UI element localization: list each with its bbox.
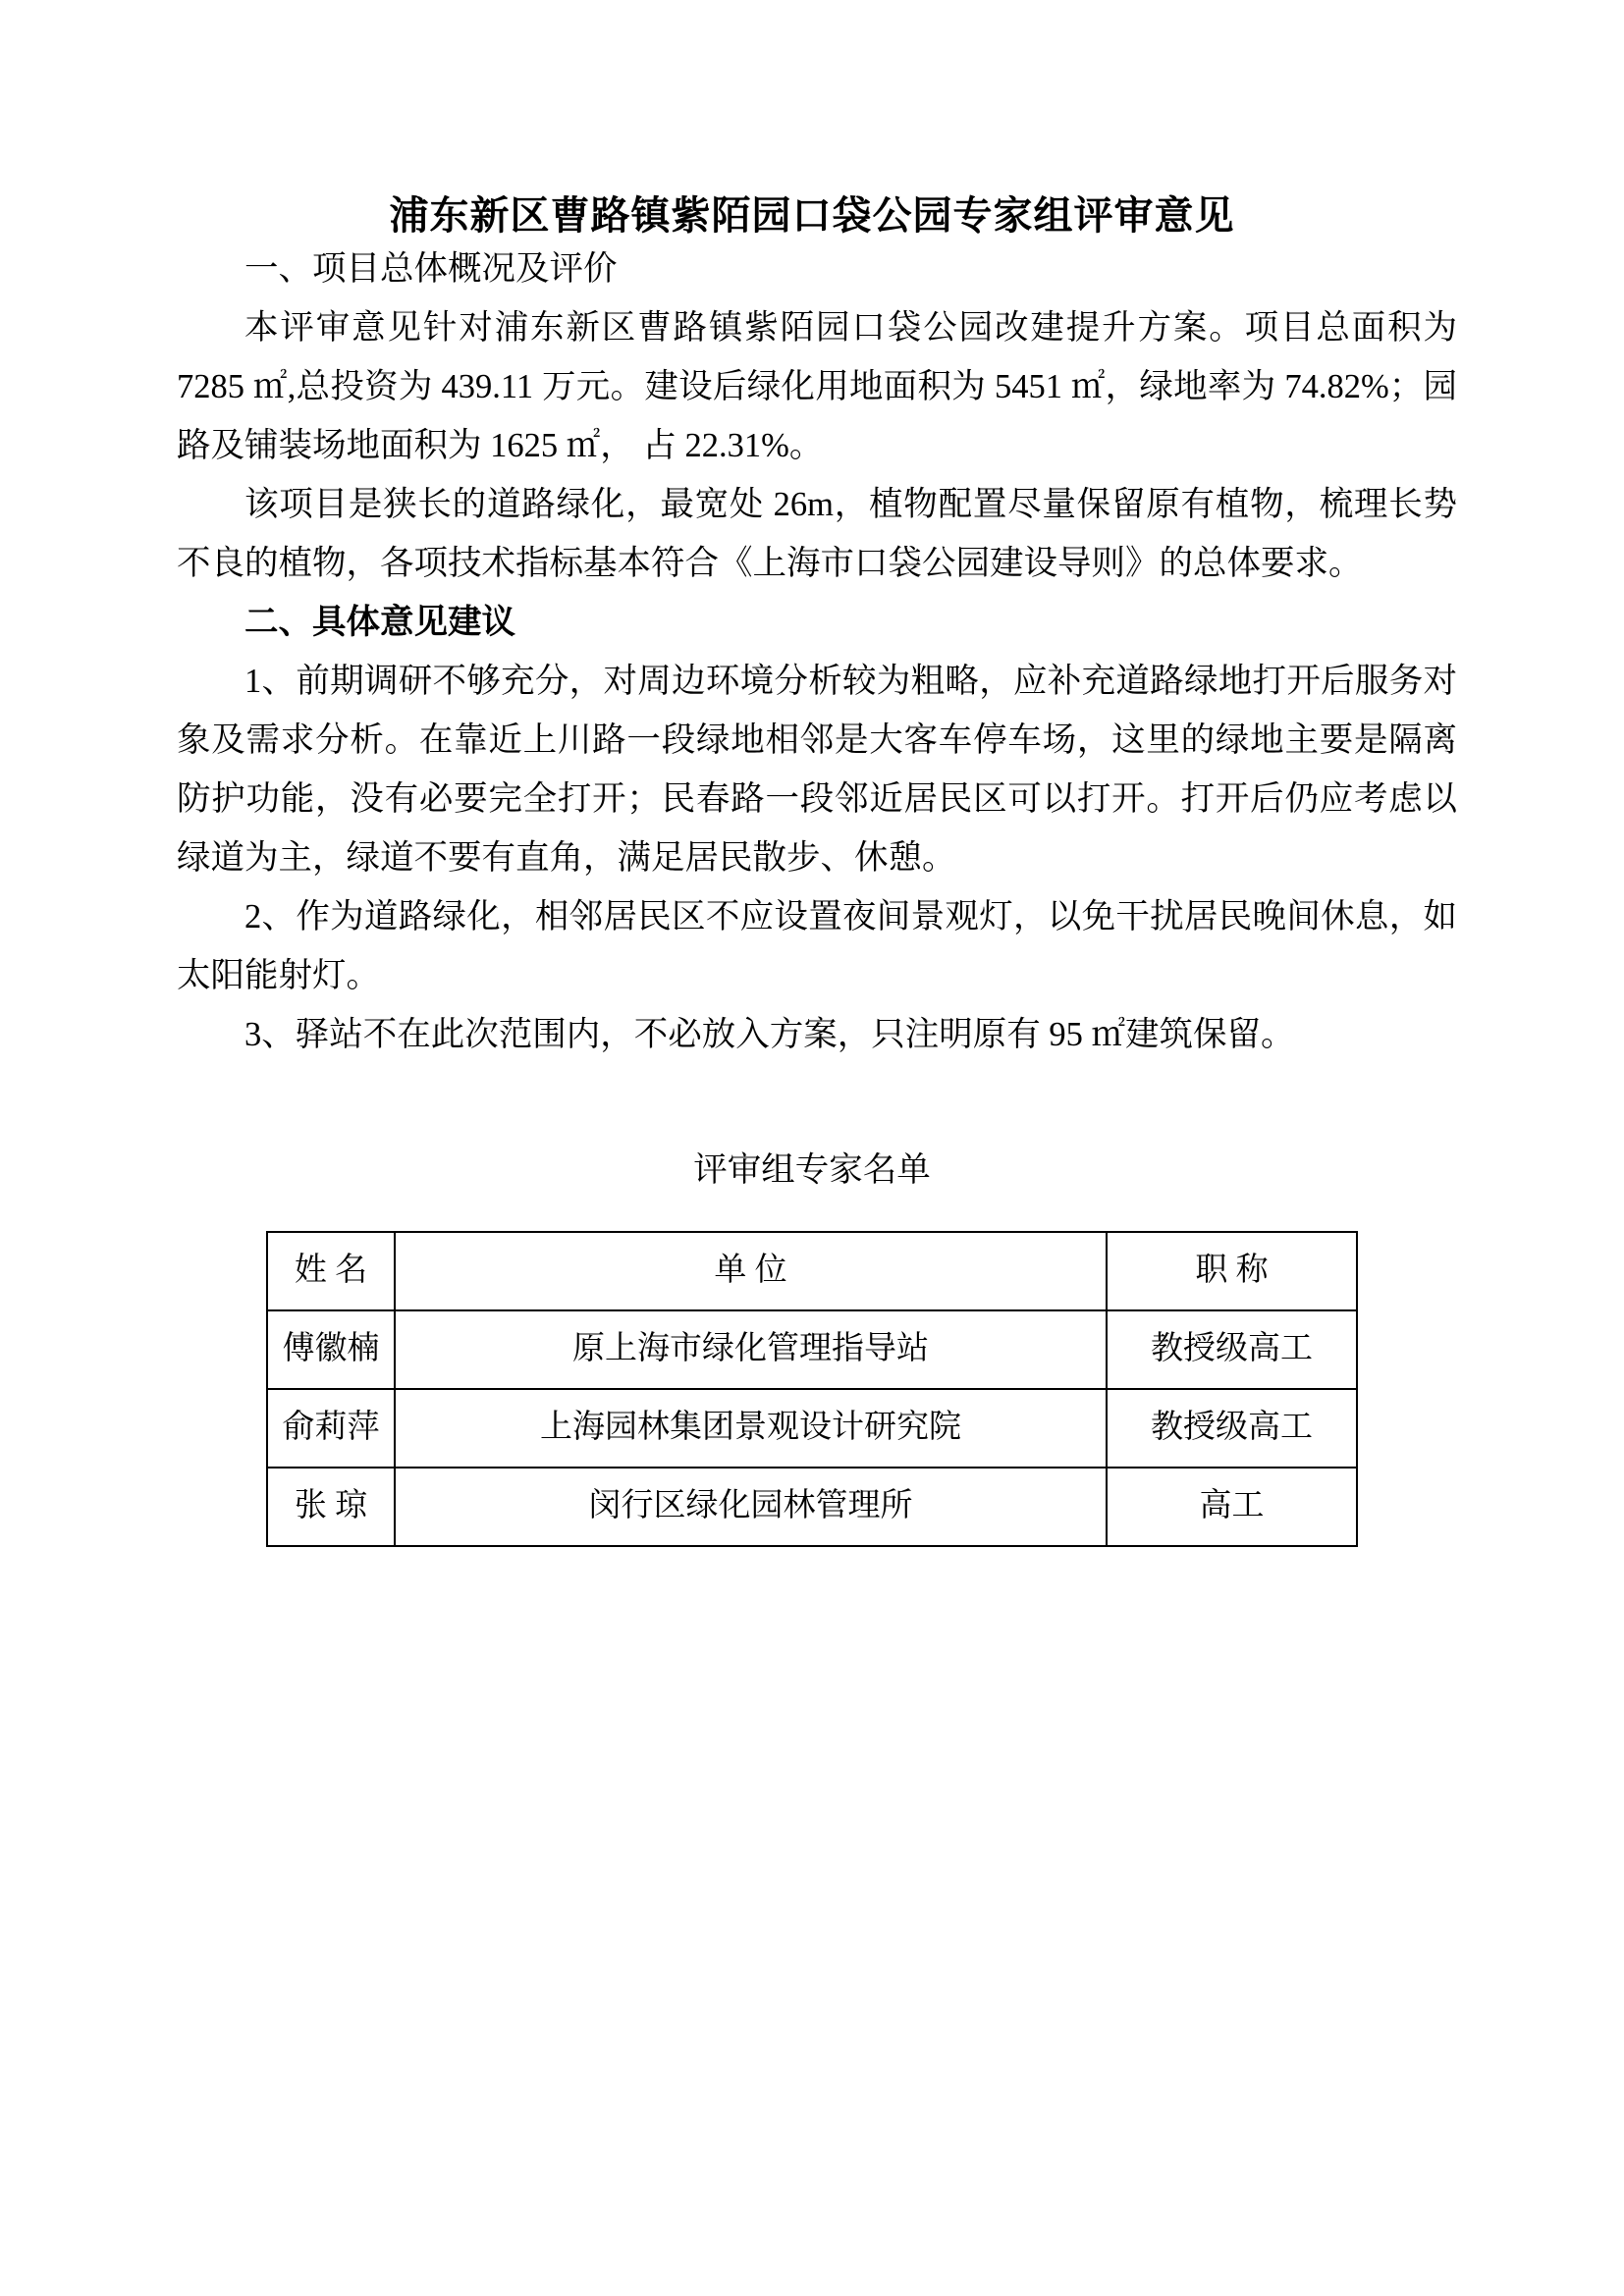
column-header-title: 职 称	[1107, 1232, 1357, 1310]
column-header-name: 姓 名	[267, 1232, 395, 1310]
paragraph-overview-1: 本评审意见针对浦东新区曹路镇紫陌园口袋公园改建提升方案。项目总面积为 7285 ㎡,总投资为 439.11 万元。建设后绿化用地面积为 5451 ㎡，绿地率为 74.82%；园路及铺装场地面积为 1625 ㎡， 占 22.31%。	[177, 309, 1457, 464]
document-body	[177, 240, 1457, 1064]
expert-name: 张 琼	[267, 1468, 395, 1546]
expert-title: 教授级高工	[1107, 1310, 1357, 1389]
page-title: 浦东新区曹路镇紫陌园口袋公园专家组评审意见	[389, 194, 1235, 238]
expert-org: 上海园林集团景观设计研究院	[395, 1389, 1107, 1468]
expert-list-title: 评审组专家名单	[693, 1151, 931, 1189]
table-header-row	[267, 1232, 1357, 1310]
expert-name: 傅徽楠	[267, 1310, 395, 1389]
suggestion-item-2: 2、作为道路绿化，相邻居民区不应设置夜间景观灯，以免干扰居民晚间休息，如太阳能射灯。	[177, 898, 1457, 994]
expert-name: 俞莉萍	[267, 1389, 395, 1468]
suggestion-item-3: 3、驿站不在此次范围内，不必放入方案，只注明原有 95 ㎡建筑保留。	[244, 1016, 1295, 1053]
column-header-org: 单 位	[395, 1232, 1107, 1310]
suggestion-item-1: 1、前期调研不够充分，对周边环境分析较为粗略，应补充道路绿地打开后服务对象及需求分析。在靠近上川路一段绿地相邻是大客车停车场，这里的绿地主要是隔离防护功能，没有必要完全打开；民春路一段邻近居民区可以打开。打开后仍应考虑以绿道为主，绿道不要有直角，满足居民散步、休憩。	[177, 663, 1457, 877]
table-row	[267, 1468, 1357, 1546]
expert-title: 教授级高工	[1107, 1389, 1357, 1468]
table-row	[267, 1310, 1357, 1389]
experts-table	[266, 1231, 1358, 1547]
expert-org: 闵行区绿化园林管理所	[395, 1468, 1107, 1546]
section-heading-two: 二、具体意见建议	[244, 604, 515, 641]
table-row	[267, 1389, 1357, 1468]
paragraph-overview-2: 该项目是狭长的道路绿化，最宽处 26m，植物配置尽量保留原有植物，梳理长势不良的植物，各项技术指标基本符合《上海市口袋公园建设导则》的总体要求。	[177, 486, 1457, 582]
expert-org: 原上海市绿化管理指导站	[395, 1310, 1107, 1389]
section-heading-one: 一、项目总体概况及评价	[244, 250, 618, 288]
expert-title: 高工	[1107, 1468, 1357, 1546]
